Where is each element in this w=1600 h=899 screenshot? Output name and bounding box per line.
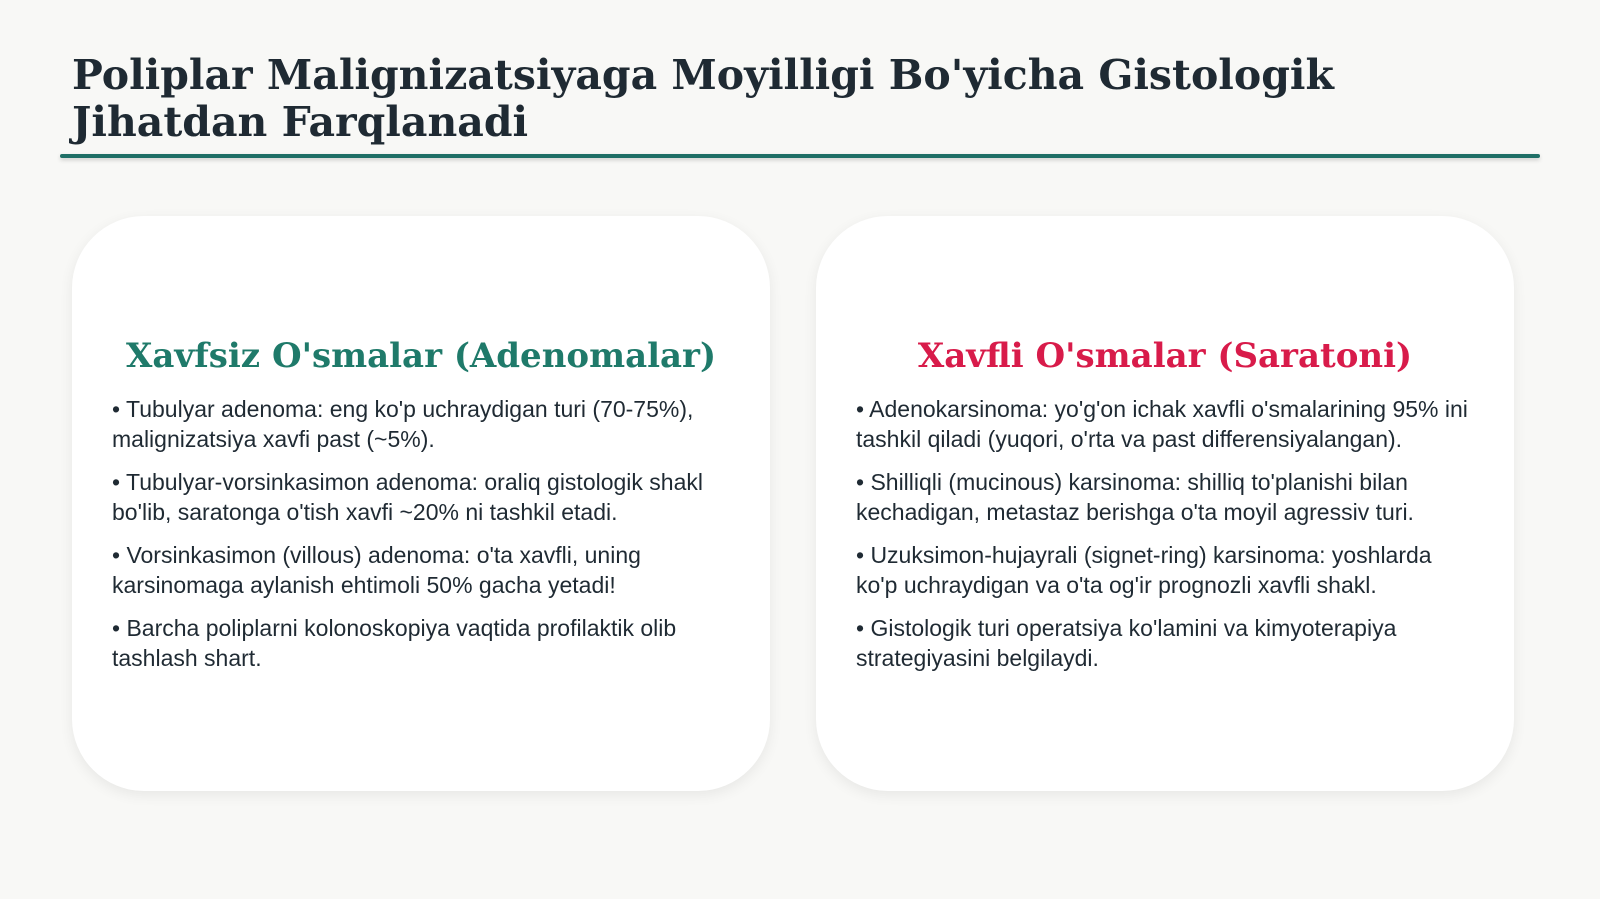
benign-card-title: Xavfsiz O'smalar (Adenomalar) — [125, 336, 717, 376]
list-item: • Vorsinkasimon (villous) adenoma: o'ta xavfli, uning karsinomaga aylanish ehtimoli 50% gacha yetadi! — [112, 542, 641, 598]
benign-bullet-list — [112, 394, 730, 673]
list-item: • Shilliqli (mucinous) karsinoma: shilliq to'planishi bilan kechadigan, metastaz berishga o'ta moyil agressiv turi. — [856, 469, 1414, 525]
list-item: • Uzuksimon-hujayrali (signet-ring) karsinoma: yoshlarda ko'p uchraydigan va o'ta og'ir prognozli xavfli shakl. — [856, 542, 1432, 598]
list-item: • Barcha poliplarni kolonoskopiya vaqtida profilaktik olib tashlash shart. — [112, 615, 677, 671]
list-item: • Tubulyar adenoma: eng ko'p uchraydigan turi (70-75%), malignizatsiya xavfi past (~5%). — [112, 396, 694, 452]
list-item: • Gistologik turi operatsiya ko'lamini va kimyoterapiya strategiyasini belgilaydi. — [856, 615, 1397, 671]
title-divider — [60, 154, 1540, 158]
page-title: Poliplar Malignizatsiyaga Moyilligi Bo'yicha Gistologik Jihatdan Farqlanadi — [72, 51, 1334, 146]
benign-tumors-card — [72, 216, 770, 791]
title-area — [60, 52, 1540, 158]
malignant-card-title: Xavfli O'smalar (Saratoni) — [917, 336, 1413, 376]
list-item: • Adenokarsinoma: yo'g'on ichak xavfli o'smalarining 95% ini tashkil qiladi (yuqori, o'rta va past differensiyalangan). — [856, 396, 1468, 452]
malignant-bullet-list — [856, 394, 1474, 673]
list-item: • Tubulyar-vorsinkasimon adenoma: oraliq gistologik shakl bo'lib, saratonga o'tish xavfi ~20% ni tashkil etadi. — [112, 469, 704, 525]
malignant-tumors-card — [816, 216, 1514, 791]
